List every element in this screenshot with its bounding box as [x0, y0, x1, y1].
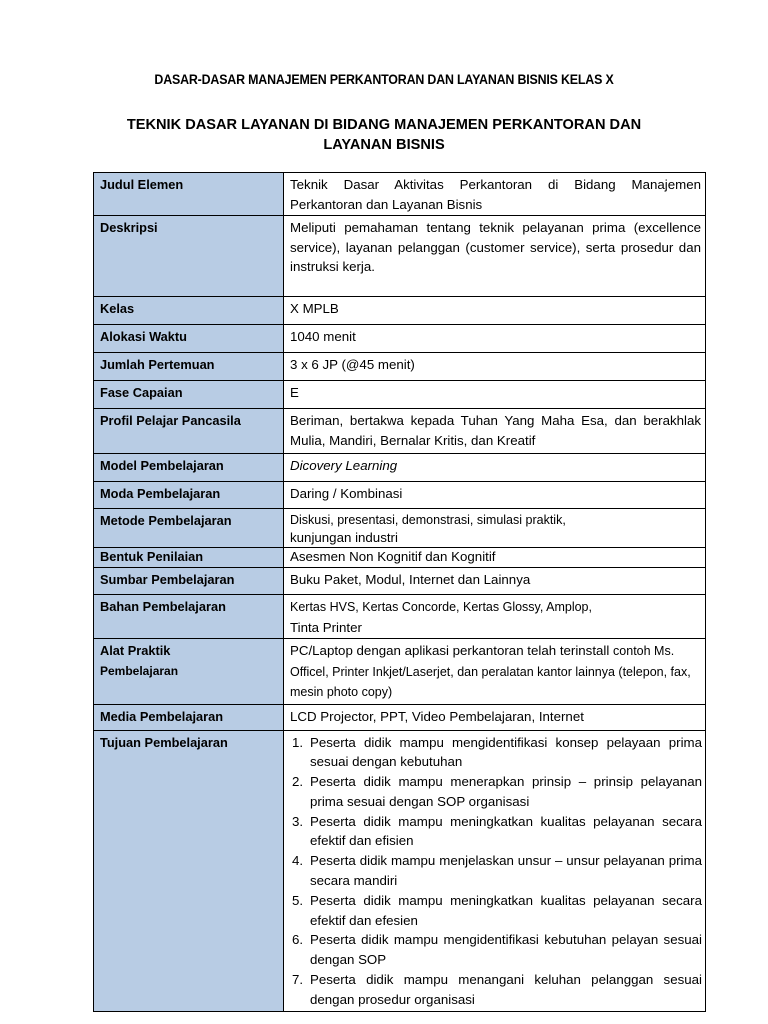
value-line: Kertas HVS, Kertas Concorde, Kertas Glossy, Amplop, [290, 600, 592, 614]
table-row [94, 704, 706, 730]
list-item [292, 812, 702, 852]
list-item [292, 970, 702, 1010]
row-label: Sumbar Pembelajaran [94, 568, 284, 595]
list-item [292, 930, 702, 970]
row-label: Tujuan Pembelajaran [94, 730, 284, 1011]
value-part: contoh Ms. Officel, Printer Inkjet/Laserjet, dan peralatan kantor lainnya (telepon, fax, mesin photo copy) [290, 644, 691, 699]
list-item-text: Peserta didik mampu mengidentifikasi kebutuhan pelayan sesuai dengan SOP [310, 932, 702, 968]
list-item-number: 7. [292, 972, 304, 988]
table-row [94, 639, 706, 705]
row-label: Profil Pelajar Pancasila [94, 409, 284, 454]
list-item [292, 772, 702, 812]
list-item-text: Peserta didik mampu menerapkan prinsip – prinsip pelayanan prima sesuai dengan SOP organisasi [310, 774, 702, 809]
list-item-text: Peserta didik mampu meningkatkan kualitas pelayanan secara efektif dan efisien [310, 813, 702, 849]
table-row [94, 509, 706, 548]
list-item-number: 4. [292, 853, 304, 869]
row-label: Fase Capaian [94, 381, 284, 409]
table-row [94, 595, 706, 639]
list-item-text: Peserta didik mampu mengidentifikasi konsep pelayaan prima sesuai dengan kebutuhan [310, 734, 702, 770]
row-label [94, 639, 284, 705]
row-label: Alokasi Waktu [94, 325, 284, 353]
list-item-text: Peserta didik mampu menangani keluhan pelanggan sesuai dengan prosedur organisasi [310, 972, 702, 1007]
list-item-number: 5. [292, 892, 304, 908]
table-row [94, 482, 706, 509]
row-value: LCD Projector, PPT, Video Pembelajaran, Internet [284, 704, 706, 730]
label-line: Pembelajaran [100, 663, 179, 678]
row-value [284, 509, 706, 548]
row-value: Meliputi pemahaman tentang teknik pelayanan prima (excellence service), layanan pelanggan (customer service), serta prosedur dan instruksi kerja. [284, 216, 706, 297]
row-value: Teknik Dasar Aktivitas Perkantoran di Bidang Manajemen Perkantoran dan Layanan Bisnis [284, 173, 706, 216]
info-table [93, 172, 706, 1012]
row-value: Asesmen Non Kognitif dan Kognitif [284, 548, 706, 568]
row-value: E [284, 381, 706, 409]
table-row [94, 173, 706, 216]
row-value [284, 639, 706, 705]
row-label: Bentuk Penilaian [94, 548, 284, 568]
table-row [94, 409, 706, 454]
list-item-number: 6. [292, 932, 304, 948]
value-line: Tinta Printer [290, 619, 362, 635]
goals-list [292, 733, 702, 1010]
row-label: Moda Pembelajaran [94, 482, 284, 509]
row-label: Metode Pembelajaran [94, 509, 284, 548]
list-item-text: Peserta didik mampu menjelaskan unsur – unsur pelayanan prima secara mandiri [310, 853, 702, 889]
row-label: Media Pembelajaran [94, 704, 284, 730]
document-header: DASAR-DASAR MANAJEMEN PERKANTORAN DAN LAYANAN BISNIS KELAS X [154, 72, 614, 87]
table-row [94, 730, 706, 1011]
row-label: Model Pembelajaran [94, 454, 284, 482]
list-item [292, 851, 702, 891]
list-item-number: 2. [292, 774, 304, 790]
list-item-text: Peserta didik mampu meningkatkan kualitas pelayanan secara efektif dan efesien [310, 892, 702, 928]
list-item [292, 733, 702, 773]
table-row [94, 216, 706, 297]
row-value: Beriman, bertakwa kepada Tuhan Yang Maha Esa, dan berakhlak Mulia, Mandiri, Bernalar Kritis, dan Kreatif [284, 409, 706, 454]
row-label: Bahan Pembelajaran [94, 595, 284, 639]
table-row [94, 454, 706, 482]
list-item-number: 1. [292, 734, 304, 750]
row-label: Deskripsi [94, 216, 284, 297]
row-value: 3 x 6 JP (@45 menit) [284, 353, 706, 381]
row-value: X MPLB [284, 297, 706, 325]
row-value: 1040 menit [284, 325, 706, 353]
row-value: Daring / Kombinasi [284, 482, 706, 509]
value-part: PC/Laptop dengan aplikasi perkantoran telah terinstall [290, 643, 610, 658]
row-value [284, 730, 706, 1011]
row-label: Judul Elemen [94, 173, 284, 216]
row-value [284, 595, 706, 639]
document-title: TEKNIK DASAR LAYANAN DI BIDANG MANAJEMEN PERKANTORAN DAN LAYANAN BISNIS [126, 117, 642, 153]
table-row [94, 353, 706, 381]
label-line: Alat Praktik [100, 643, 171, 658]
table-row [94, 381, 706, 409]
table-row [94, 548, 706, 568]
value-line: Diskusi, presentasi, demonstrasi, simulasi praktik, [290, 513, 566, 527]
row-value: Buku Paket, Modul, Internet dan Lainnya [284, 568, 706, 595]
table-row [94, 568, 706, 595]
table-row [94, 325, 706, 353]
row-label: Kelas [94, 297, 284, 325]
list-item [292, 891, 702, 931]
value-line: kunjungan industri [290, 530, 398, 545]
table-row [94, 297, 706, 325]
row-value: Dicovery Learning [284, 454, 706, 482]
row-label: Jumlah Pertemuan [94, 353, 284, 381]
list-item-number: 3. [292, 813, 304, 829]
